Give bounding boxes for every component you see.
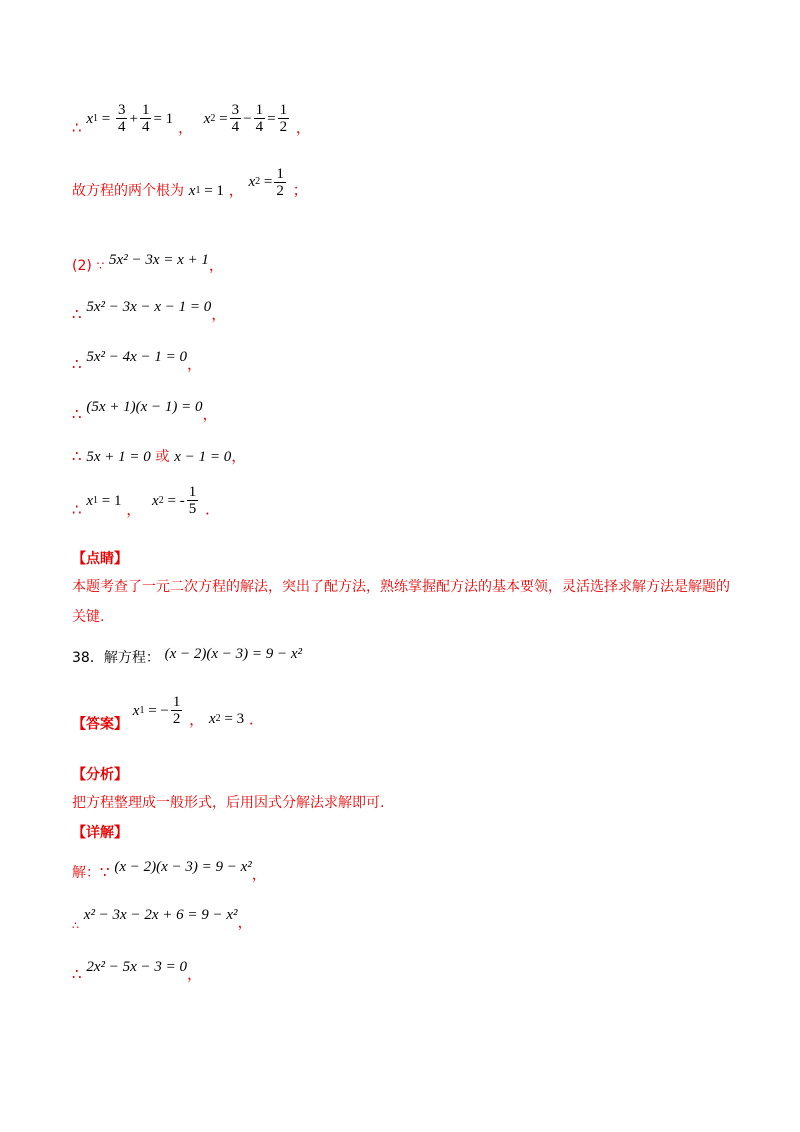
part2-x1: x 1 = 1 (86, 492, 122, 509)
xiangjie-line-3: ∴ 2x² − 5x − 3 = 0， (72, 959, 203, 983)
jie-label: 解： (72, 865, 100, 881)
conclusion-x1: x 1 = 1 (188, 183, 224, 199)
dianjing-heading: 【点睛】 (72, 551, 128, 567)
part2-line-2: ∴ 5x² − 3x − x − 1 = 0， (72, 299, 227, 323)
xiangjie-line-1: 解：∵ (x − 2)(x − 3) = 9 − x²， (72, 859, 267, 883)
root-x1-expression: x 1 = $\frac{3}{4}$ + $\frac{1}{4}$ = 1 (86, 102, 174, 135)
part2-eq2: 5x² − 3x − x − 1 = 0 (86, 299, 212, 315)
xiangjie-heading: 【详解】 (72, 825, 128, 841)
roots-conclusion: 故方程的两个根为 x 1 = 1 ， x 2 = $\frac{1}{2}$ ； (72, 165, 308, 199)
part2-eq5b: x − 1 = 0 (174, 449, 232, 465)
part2-eq4: (5x + 1)(x − 1) = 0 (86, 399, 203, 415)
answer-line: 【答案】 x 1 = − $\frac{1}{2}$ ， x 2 = 3 . (72, 694, 254, 733)
part2-eq3: 5x² − 4x − 1 = 0 (86, 349, 188, 365)
question-38 (72, 644, 302, 668)
question-number: 38．解方程： (72, 650, 160, 666)
part2-label: (2) (72, 258, 92, 274)
part2-line-1: (2) ∵ 5x² − 3x = x + 1， (72, 252, 224, 274)
fenxi-heading: 【分析】 (72, 767, 128, 783)
xiangjie-eq3: 2x² − 5x − 3 = 0 (86, 959, 188, 975)
xiangjie-line-2: $_\therefore$ x² − 3x − 2x + 6 = 9 − x²， (72, 907, 253, 932)
part2-line-3: ∴ 5x² − 4x − 1 = 0， (72, 349, 203, 373)
solution-line-1: ∴ x 1 = $\frac{3}{4}$ + $\frac{1}{4}$ = 1 ， x 2 = $\frac{3}{4}$ − $\frac{1}{4}$ = $\frac{1}{2}$ ， (72, 102, 311, 137)
xiangjie-eq2: x² − 3x − 2x + 6 = 9 − x² (83, 907, 238, 923)
root-x2-expression: x 2 = $\frac{3}{4}$ − $\frac{1}{4}$ = $\frac{1}{2}$ (203, 102, 288, 135)
part2-x2: x 2 = - $\frac{1}{5}$ (152, 484, 197, 517)
or-word: 或 (155, 449, 170, 465)
xiangjie-eq1: (x − 2)(x − 3) = 9 − x² (114, 859, 252, 875)
question-equation: (x − 2)(x − 3) = 9 − x² (164, 646, 303, 662)
part2-line-6: ∴ x 1 = 1 ， x 2 = - $\frac{1}{5}$ . (72, 484, 210, 519)
conclusion-text: 故方程的两个根为 (72, 183, 184, 199)
part2-eq1: 5x² − 3x = x + 1 (109, 252, 209, 268)
answer-x2: x 2 = 3 (208, 710, 245, 727)
conclusion-x2: x 2 = $\frac{1}{2}$ (248, 165, 284, 199)
therefore-symbol: ∴ (72, 118, 82, 137)
fenxi-text: 把方程整理成一般形式，后用因式分解法求解即可. (72, 795, 385, 811)
answer-x1: x 1 = − $\frac{1}{2}$ (132, 694, 181, 727)
dianjing-text: 本题考查了一元二次方程的解法，突出了配方法，熟练掌握配方法的基本要领，灵活选择求解方法是解题的关键. (72, 579, 730, 625)
part2-eq5a: 5x + 1 = 0 (86, 449, 151, 465)
part2-line-4: ∴ (5x + 1)(x − 1) = 0， (72, 399, 218, 423)
part2-line-5: ∴ 5x + 1 = 0 或 x − 1 = 0， (72, 447, 247, 465)
answer-heading: 【答案】 (72, 716, 128, 733)
